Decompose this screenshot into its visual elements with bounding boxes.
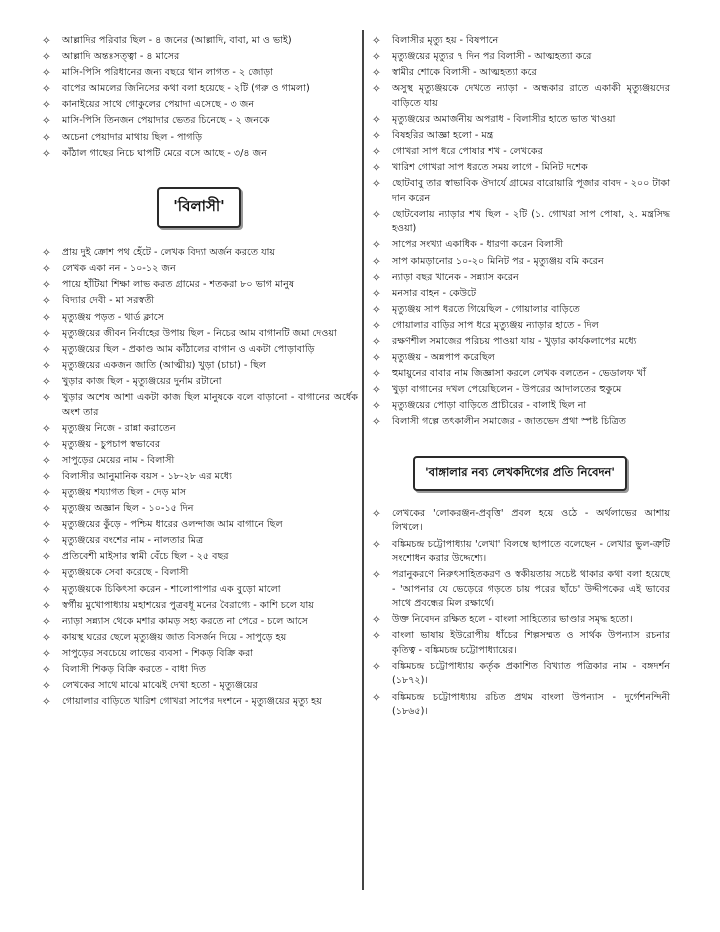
list-item-text: মৃত্যুঞ্জয় অজ্ঞান ছিল - ১০-১৫ দিন <box>62 503 194 515</box>
nibedan-list <box>370 507 670 720</box>
list-item <box>40 311 358 326</box>
right-column <box>370 34 670 721</box>
bilashi-list <box>40 246 358 710</box>
list-item <box>40 631 358 646</box>
list-item <box>40 262 358 277</box>
list-item <box>40 566 358 581</box>
list-item-text: বিলাসীর আনুমানিক বয়স - ১৮-২৮ এর মধ্যে <box>62 470 232 482</box>
list-item <box>370 208 670 237</box>
list-item-text: খুড়ার অশেষ আশা একটা কাজ ছিল মানুষকে বলে বাড়ানো - বাগানের অর্ধেক অংশ তার <box>62 392 358 418</box>
diamond-star-bullet-icon: ✧ <box>372 255 381 268</box>
list-item <box>370 177 670 206</box>
list-item-text: আল্লাদি অন্তঃসত্ত্বা - ৪ মাসের <box>62 51 180 63</box>
list-item <box>40 486 358 501</box>
list-item <box>40 114 358 129</box>
list-item-text: মৃত্যুঞ্জয়ের কুঁড়ে - পশ্চিম ধারের ওলন্দাজ আম বাগানে ছিল <box>62 519 283 531</box>
diamond-star-bullet-icon: ✧ <box>372 660 381 673</box>
list-item <box>370 113 670 128</box>
diamond-star-bullet-icon: ✧ <box>372 416 381 429</box>
list-item <box>370 161 670 176</box>
diamond-star-bullet-icon: ✧ <box>42 583 51 596</box>
list-item <box>370 319 670 334</box>
list-item <box>370 50 670 65</box>
diamond-star-bullet-icon: ✧ <box>42 567 51 580</box>
list-item <box>40 470 358 485</box>
list-item <box>40 534 358 549</box>
list-item-text: ন্যাড়া সন্ন্যাস থেকে মশার কামড় সহ্য করতে না পেরে - চলে আসে <box>62 615 308 627</box>
diamond-star-bullet-icon: ✧ <box>372 352 381 365</box>
diamond-star-bullet-icon: ✧ <box>42 486 51 499</box>
left-column <box>40 34 358 711</box>
list-item <box>370 660 670 689</box>
list-item-text: বাপের আমলের জিনিসের কথা বলা হয়েছে - ২টি (গরু ও গামলা) <box>62 83 310 95</box>
diamond-star-bullet-icon: ✧ <box>42 599 51 612</box>
diamond-star-bullet-icon: ✧ <box>42 696 51 709</box>
diamond-star-bullet-icon: ✧ <box>42 279 51 292</box>
diamond-star-bullet-icon: ✧ <box>372 146 381 159</box>
diamond-star-bullet-icon: ✧ <box>372 319 381 332</box>
nibedan-heading: 'বাঙ্গালার নব্য লেখকদিগের প্রতি নিবেদন' <box>413 456 627 491</box>
list-item-text: মৃত্যুঞ্জয়ের ছিল - প্রকাণ্ড আম কাঁঠালের বাগান ও একটা পোড়াবাড়ি <box>62 343 315 355</box>
diamond-star-bullet-icon: ✧ <box>372 239 381 252</box>
list-item-text: মৃত্যুঞ্জয়ের মৃত্যুর ৭ দিন পর বিলাসী - আত্মহত্যা করে <box>392 51 592 63</box>
list-item-text: মৃত্যুঞ্জয় - চুপচাপ স্বভাবের <box>62 438 161 450</box>
list-item <box>370 415 670 430</box>
list-item-text: মনসার বাহন - কেউটে <box>392 287 477 299</box>
diamond-star-bullet-icon: ✧ <box>372 178 381 191</box>
list-item-text: হুমায়ুনের বাবার নাম জিজ্ঞাসা করলে লেখক বলতেন - ভেডালফ খাঁ <box>392 368 646 380</box>
diamond-star-bullet-icon: ✧ <box>42 295 51 308</box>
list-item <box>40 422 358 437</box>
list-item <box>40 615 358 630</box>
list-item <box>370 34 670 49</box>
list-item <box>370 568 670 612</box>
list-item-text: লেখকের সাথে মাঝে মাঝেই দেখা হতো - মৃত্যুঞ্জয়ের <box>62 680 258 692</box>
list-item-text: গোয়ালার বাড়িতে খারিশ গোখরা সাপের দংশনে - মৃত্যুঞ্জয়ের মৃত্যু হয় <box>62 696 322 708</box>
diamond-star-bullet-icon: ✧ <box>372 83 381 96</box>
list-item-text: কাঁঠাল গাছের নিচে ঘাপটি মেরে বসে আছে - ৩/৪ জন <box>62 147 267 159</box>
list-item <box>40 695 358 710</box>
diamond-star-bullet-icon: ✧ <box>372 400 381 413</box>
list-item <box>40 550 358 565</box>
diamond-star-bullet-icon: ✧ <box>42 470 51 483</box>
column-divider <box>362 30 364 890</box>
list-item <box>40 66 358 81</box>
list-item-text: ন্যাড়া বছর খানেক - সন্ন্যাস করেন <box>392 271 519 283</box>
list-item <box>40 34 358 49</box>
diamond-star-bullet-icon: ✧ <box>42 375 51 388</box>
list-item <box>370 367 670 382</box>
list-item-text: কানাইয়ের সাথে গোকুলের পেয়াদা এসেছে - ৩ জন <box>62 99 255 111</box>
diamond-star-bullet-icon: ✧ <box>42 535 51 548</box>
list-item <box>370 82 670 111</box>
list-item-text: আল্লাদির পরিবার ছিল - ৪ জনের (আল্লাদি, বাবা, মা ও ভাই) <box>62 35 292 46</box>
diamond-star-bullet-icon: ✧ <box>372 35 381 47</box>
list-item <box>370 303 670 318</box>
diamond-star-bullet-icon: ✧ <box>372 691 381 704</box>
list-item <box>40 438 358 453</box>
list-item <box>40 246 358 261</box>
list-item-text: প্রতিবেশী মাইসার স্বামী বেঁচে ছিল - ২৫ বছর <box>62 551 229 563</box>
list-item <box>370 335 670 350</box>
list-item <box>370 629 670 658</box>
list-item-text: কায়স্থ ঘরের ছেলে মৃত্যুঞ্জয় জাত বিসর্জন দিয়ে - সাপুড়ে হয় <box>62 631 287 643</box>
list-item <box>40 502 358 517</box>
diamond-star-bullet-icon: ✧ <box>372 271 381 284</box>
diamond-star-bullet-icon: ✧ <box>42 680 51 693</box>
list-item-text: ছোটবেলায় ন্যাড়ার শখ ছিল - ২টি (১. গোখরা সাপ পোষা, ২. মন্ত্রসিদ্ধ হওয়া) <box>392 208 670 235</box>
list-item-text: বিলাসী গল্পে তৎকালীন সমাজের - জাতভেদ প্রথা স্পষ্ট চিত্রিত <box>392 416 626 428</box>
list-item-text: গোখরা সাপ ধরে পোষার শখ - লেখকের <box>392 146 543 158</box>
diamond-star-bullet-icon: ✧ <box>42 51 51 64</box>
list-item <box>40 278 358 293</box>
list-item <box>40 679 358 694</box>
diamond-star-bullet-icon: ✧ <box>372 630 381 643</box>
list-item <box>40 82 358 97</box>
diamond-star-bullet-icon: ✧ <box>372 113 381 126</box>
list-item <box>40 50 358 65</box>
list-item <box>370 238 670 253</box>
diamond-star-bullet-icon: ✧ <box>372 336 381 348</box>
list-item-text: বাংলা ভাষায় ইউরোপীয় ধাঁচের শিল্পসম্মত ও সার্থক উপন্যাস রচনার কৃতিত্ব - বঙ্কিমচন্দ্র চট্টোপাধ্যায়ের। <box>392 630 670 656</box>
diamond-star-bullet-icon: ✧ <box>372 129 381 142</box>
diamond-star-bullet-icon: ✧ <box>42 327 51 340</box>
diamond-star-bullet-icon: ✧ <box>372 208 381 221</box>
diamond-star-bullet-icon: ✧ <box>42 263 51 276</box>
diamond-star-bullet-icon: ✧ <box>42 115 51 128</box>
list-item <box>40 327 358 342</box>
bilashi-heading: 'বিলাসী' <box>157 187 241 228</box>
diamond-star-bullet-icon: ✧ <box>42 631 51 644</box>
list-item-text: বিষহরির আজ্ঞা হলো - মন্ত্র <box>392 129 494 141</box>
list-item-text: মৃত্যুঞ্জয়ের জীবন নির্বাহের উপায় ছিল - নিচের আম বাগানটি জমা দেওয়া <box>62 327 337 339</box>
list-item <box>370 351 670 366</box>
list-item <box>40 343 358 358</box>
list-item-text: লেখক একা নন - ১০-১২ জন <box>62 263 176 275</box>
list-item-text: বিলাসী শিকড় বিক্রি করতে - বাধা দিত <box>62 664 206 675</box>
list-item-text: মৃত্যুঞ্জয়ের পোড়া বাড়িতে প্রাচীরের - বালাই ছিল না <box>392 400 587 412</box>
list-item <box>40 663 358 678</box>
list-item <box>370 399 670 414</box>
diamond-star-bullet-icon: ✧ <box>42 392 51 404</box>
list-item-text: খারিশ গোখরা সাপ ধরতে সময় লাগে - মিনিট দশেক <box>392 162 588 174</box>
list-item-text: সাপের সংখ্যা একাধিক - ধারণা করেন বিলাসী <box>392 239 564 251</box>
diamond-star-bullet-icon: ✧ <box>372 384 381 397</box>
list-item <box>40 375 358 390</box>
list-item-text: মৃত্যুঞ্জয় শয্যাগত ছিল - দেড় মাস <box>62 486 187 498</box>
diamond-star-bullet-icon: ✧ <box>42 551 51 564</box>
diamond-star-bullet-icon: ✧ <box>42 83 51 96</box>
list-item <box>370 66 670 81</box>
diamond-star-bullet-icon: ✧ <box>42 422 51 435</box>
list-item <box>40 359 358 374</box>
list-item-text: মৃত্যুঞ্জয়ের অমার্জনীয় অপরাধ - বিলাসীর হাতে ভাত খাওয়া <box>392 113 616 125</box>
diamond-star-bullet-icon: ✧ <box>42 647 51 660</box>
list-item-text: মাসি-পিসি পরিধানের জন্য বছরে থান লাগত - ২ জোড়া <box>62 67 274 79</box>
list-item-text: লেখকের 'লোকরঞ্জন-প্রবৃত্তি' প্রবল হয়ে ওঠে - অর্থলাভের আশায় লিখলে। <box>392 507 670 534</box>
list-item <box>40 583 358 598</box>
diamond-star-bullet-icon: ✧ <box>42 35 51 47</box>
diamond-star-bullet-icon: ✧ <box>42 247 51 260</box>
diamond-star-bullet-icon: ✧ <box>42 503 51 516</box>
left-top-list <box>40 34 358 161</box>
list-item-text: মৃত্যুঞ্জয় - অন্নপাপ করেছিল <box>392 352 495 364</box>
diamond-star-bullet-icon: ✧ <box>372 303 381 316</box>
diamond-star-bullet-icon: ✧ <box>42 359 51 372</box>
diamond-star-bullet-icon: ✧ <box>42 131 51 144</box>
list-item <box>40 391 358 420</box>
list-item-text: খুড়ার কাজ ছিল - মৃত্যুঞ্জয়ের দুর্নাম রটানো <box>62 375 222 387</box>
list-item-text: মৃত্যুঞ্জয়ের বংশের নাম - নালতার মিত্র <box>62 535 204 547</box>
diamond-star-bullet-icon: ✧ <box>372 287 381 300</box>
diamond-star-bullet-icon: ✧ <box>372 569 381 582</box>
list-item <box>40 647 358 662</box>
list-item-text: সাপুড়ের মেয়ের নাম - বিলাসী <box>62 454 175 466</box>
diamond-star-bullet-icon: ✧ <box>372 162 381 175</box>
list-item <box>370 129 670 144</box>
list-item-text: মৃত্যুঞ্জয় সাপ ধরতে গিয়েছিল - গোয়ালার বাড়িতে <box>392 303 580 315</box>
list-item-text: বঙ্কিমচন্দ্র চট্টোপাধ্যায় রচিত প্রথম বাংলা উপন্যাস - দুর্গেশনন্দিনী (১৮৬৫)। <box>392 691 670 718</box>
diamond-star-bullet-icon: ✧ <box>42 438 51 451</box>
list-item-text: মৃত্যুঞ্জয়কে সেবা করেছে - বিলাসী <box>62 567 189 579</box>
list-item-text: মৃত্যুঞ্জয় নিজে - রান্না করাতেন <box>62 422 176 434</box>
list-item <box>370 613 670 628</box>
list-item-text: বঙ্কিমচন্দ্র চট্টোপাধ্যায় কর্তৃক প্রকাশিত বিখ্যাত পত্রিকার নাম - বঙ্গদর্শন (১৮৭২)। <box>392 660 670 687</box>
list-item <box>40 147 358 162</box>
diamond-star-bullet-icon: ✧ <box>372 507 381 520</box>
list-item <box>40 98 358 113</box>
diamond-star-bullet-icon: ✧ <box>372 67 381 80</box>
list-item <box>370 287 670 302</box>
list-item-text: মৃত্যুঞ্জয়কে চিকিৎসা করেন - শালোপাপার এক বুড়ো মালো <box>62 583 281 595</box>
diamond-star-bullet-icon: ✧ <box>42 67 51 80</box>
diamond-star-bullet-icon: ✧ <box>42 147 51 160</box>
list-item <box>40 454 358 469</box>
list-item <box>370 145 670 160</box>
list-item-text: ছোটবাবু তার স্বাভাবিক ঔদার্যে গ্রামের বারোয়ারি পূজার বাবদ - ২০০ টাকা দান করেন <box>392 178 670 204</box>
list-item-text: মৃত্যুঞ্জয়ের একজন জাতি (আত্মীয়) খুড়া (চাচা) - ছিল <box>62 359 267 371</box>
nibedan-heading-wrap <box>370 456 670 491</box>
list-item-text: সাপ কামড়ানোর ১০-২০ মিনিট পর - মৃত্যুঞ্জয় বমি করেন <box>392 255 604 267</box>
list-item <box>40 518 358 533</box>
right-top-list <box>370 34 670 430</box>
bilashi-heading-wrap <box>40 187 358 228</box>
list-item-text: মৃত্যুঞ্জয় পড়ত - থার্ড ক্লাসে <box>62 311 164 323</box>
list-item-text: স্বামীর শোকে বিলাসী - আত্মহত্যা করে <box>392 67 537 79</box>
list-item <box>370 271 670 286</box>
list-item <box>370 538 670 567</box>
list-item-text: সাপুড়ের সবচেয়ে লাভের ব্যবসা - শিকড় বিক্রি করা <box>62 647 254 659</box>
list-item-text: উক্ত নিবেদন রক্ষিত হলে - বাংলা সাহিত্যের ভাণ্ডার সমৃদ্ধ হতো। <box>392 614 633 626</box>
diamond-star-bullet-icon: ✧ <box>372 538 381 551</box>
list-item-text: রক্ষণশীল সমাজের পরিচয় পাওয়া যায় - খুড়ার কার্যকলাপের মধ্যে <box>392 336 637 347</box>
diamond-star-bullet-icon: ✧ <box>42 343 51 356</box>
list-item <box>40 599 358 614</box>
list-item-text: বিদ্যার দেবী - মা সরস্বতী <box>62 295 155 307</box>
diamond-star-bullet-icon: ✧ <box>372 368 381 381</box>
list-item-text: অচেনা পেয়াদার মাথায় ছিল - পাগড়ি <box>62 131 203 143</box>
list-item-text: পরানুকরণে নিরুৎসাহিতকরণ ও স্বকীয়তায় সচেষ্ট থাকার কথা বলা হয়েছে - 'আপনার যে ভেড়েরে গড়তে চায় পরের ছাঁচে' উদ্দীপকের এই ভাবের সাথে প্রবন্ধের মিল রক্ষার্থে। <box>392 569 670 610</box>
list-item-text: গোয়ালার বাড়ির সাপ ধরে মৃত্যুঞ্জয় ন্যাড়ার হাতে - দিল <box>392 319 599 331</box>
list-item-text: বঙ্কিমচন্দ্র চট্টোপাধ্যায় 'লেখা' বিলম্বে ছাপাতে বলেছেন - লেখার ভুল-ত্রুটি সংশোধন করার উদ্দেশ্যে। <box>392 538 670 565</box>
list-item-text: অসুস্থ মৃত্যুঞ্জয়কে দেখতে ন্যাড়া - অন্ধকার রাতে একাকী মৃত্যুঞ্জয়দের বাড়িতে যায় <box>392 83 670 109</box>
list-item <box>370 255 670 270</box>
diamond-star-bullet-icon: ✧ <box>42 615 51 628</box>
list-item-text: বিলাসীর মৃত্যু হয় - বিষপানে <box>392 35 499 46</box>
list-item-text: স্বর্গীয় মুখোপাধ্যায় মহাশয়ের পুত্রবধূ মনের বৈরাগ্যে - কাশি চলে যায় <box>62 599 314 611</box>
diamond-star-bullet-icon: ✧ <box>372 51 381 64</box>
list-item-text: খুড়া বাগানের দখল পেয়েছিলেন - উপরের আদালতের হুকুমে <box>392 384 622 396</box>
list-item <box>370 383 670 398</box>
list-item-text: প্রায় দুই ক্রোশ পথ হেঁটে - লেখক বিদ্যা অর্জন করতে যায় <box>62 247 276 259</box>
diamond-star-bullet-icon: ✧ <box>372 614 381 627</box>
list-item-text: মাসি-পিসি তিনজন পেয়াদার ভেতর চিনেছে - ২ জনকে <box>62 115 270 127</box>
diamond-star-bullet-icon: ✧ <box>42 664 51 676</box>
diamond-star-bullet-icon: ✧ <box>42 99 51 112</box>
diamond-star-bullet-icon: ✧ <box>42 311 51 324</box>
diamond-star-bullet-icon: ✧ <box>42 454 51 467</box>
list-item <box>370 507 670 536</box>
list-item-text: পায়ে হাঁটিয়া শিক্ষা লাভ করত গ্রামের - শতকরা ৮০ ভাগ মানুষ <box>62 279 295 291</box>
diamond-star-bullet-icon: ✧ <box>42 519 51 532</box>
list-item <box>40 294 358 309</box>
list-item <box>370 691 670 720</box>
list-item <box>40 131 358 146</box>
